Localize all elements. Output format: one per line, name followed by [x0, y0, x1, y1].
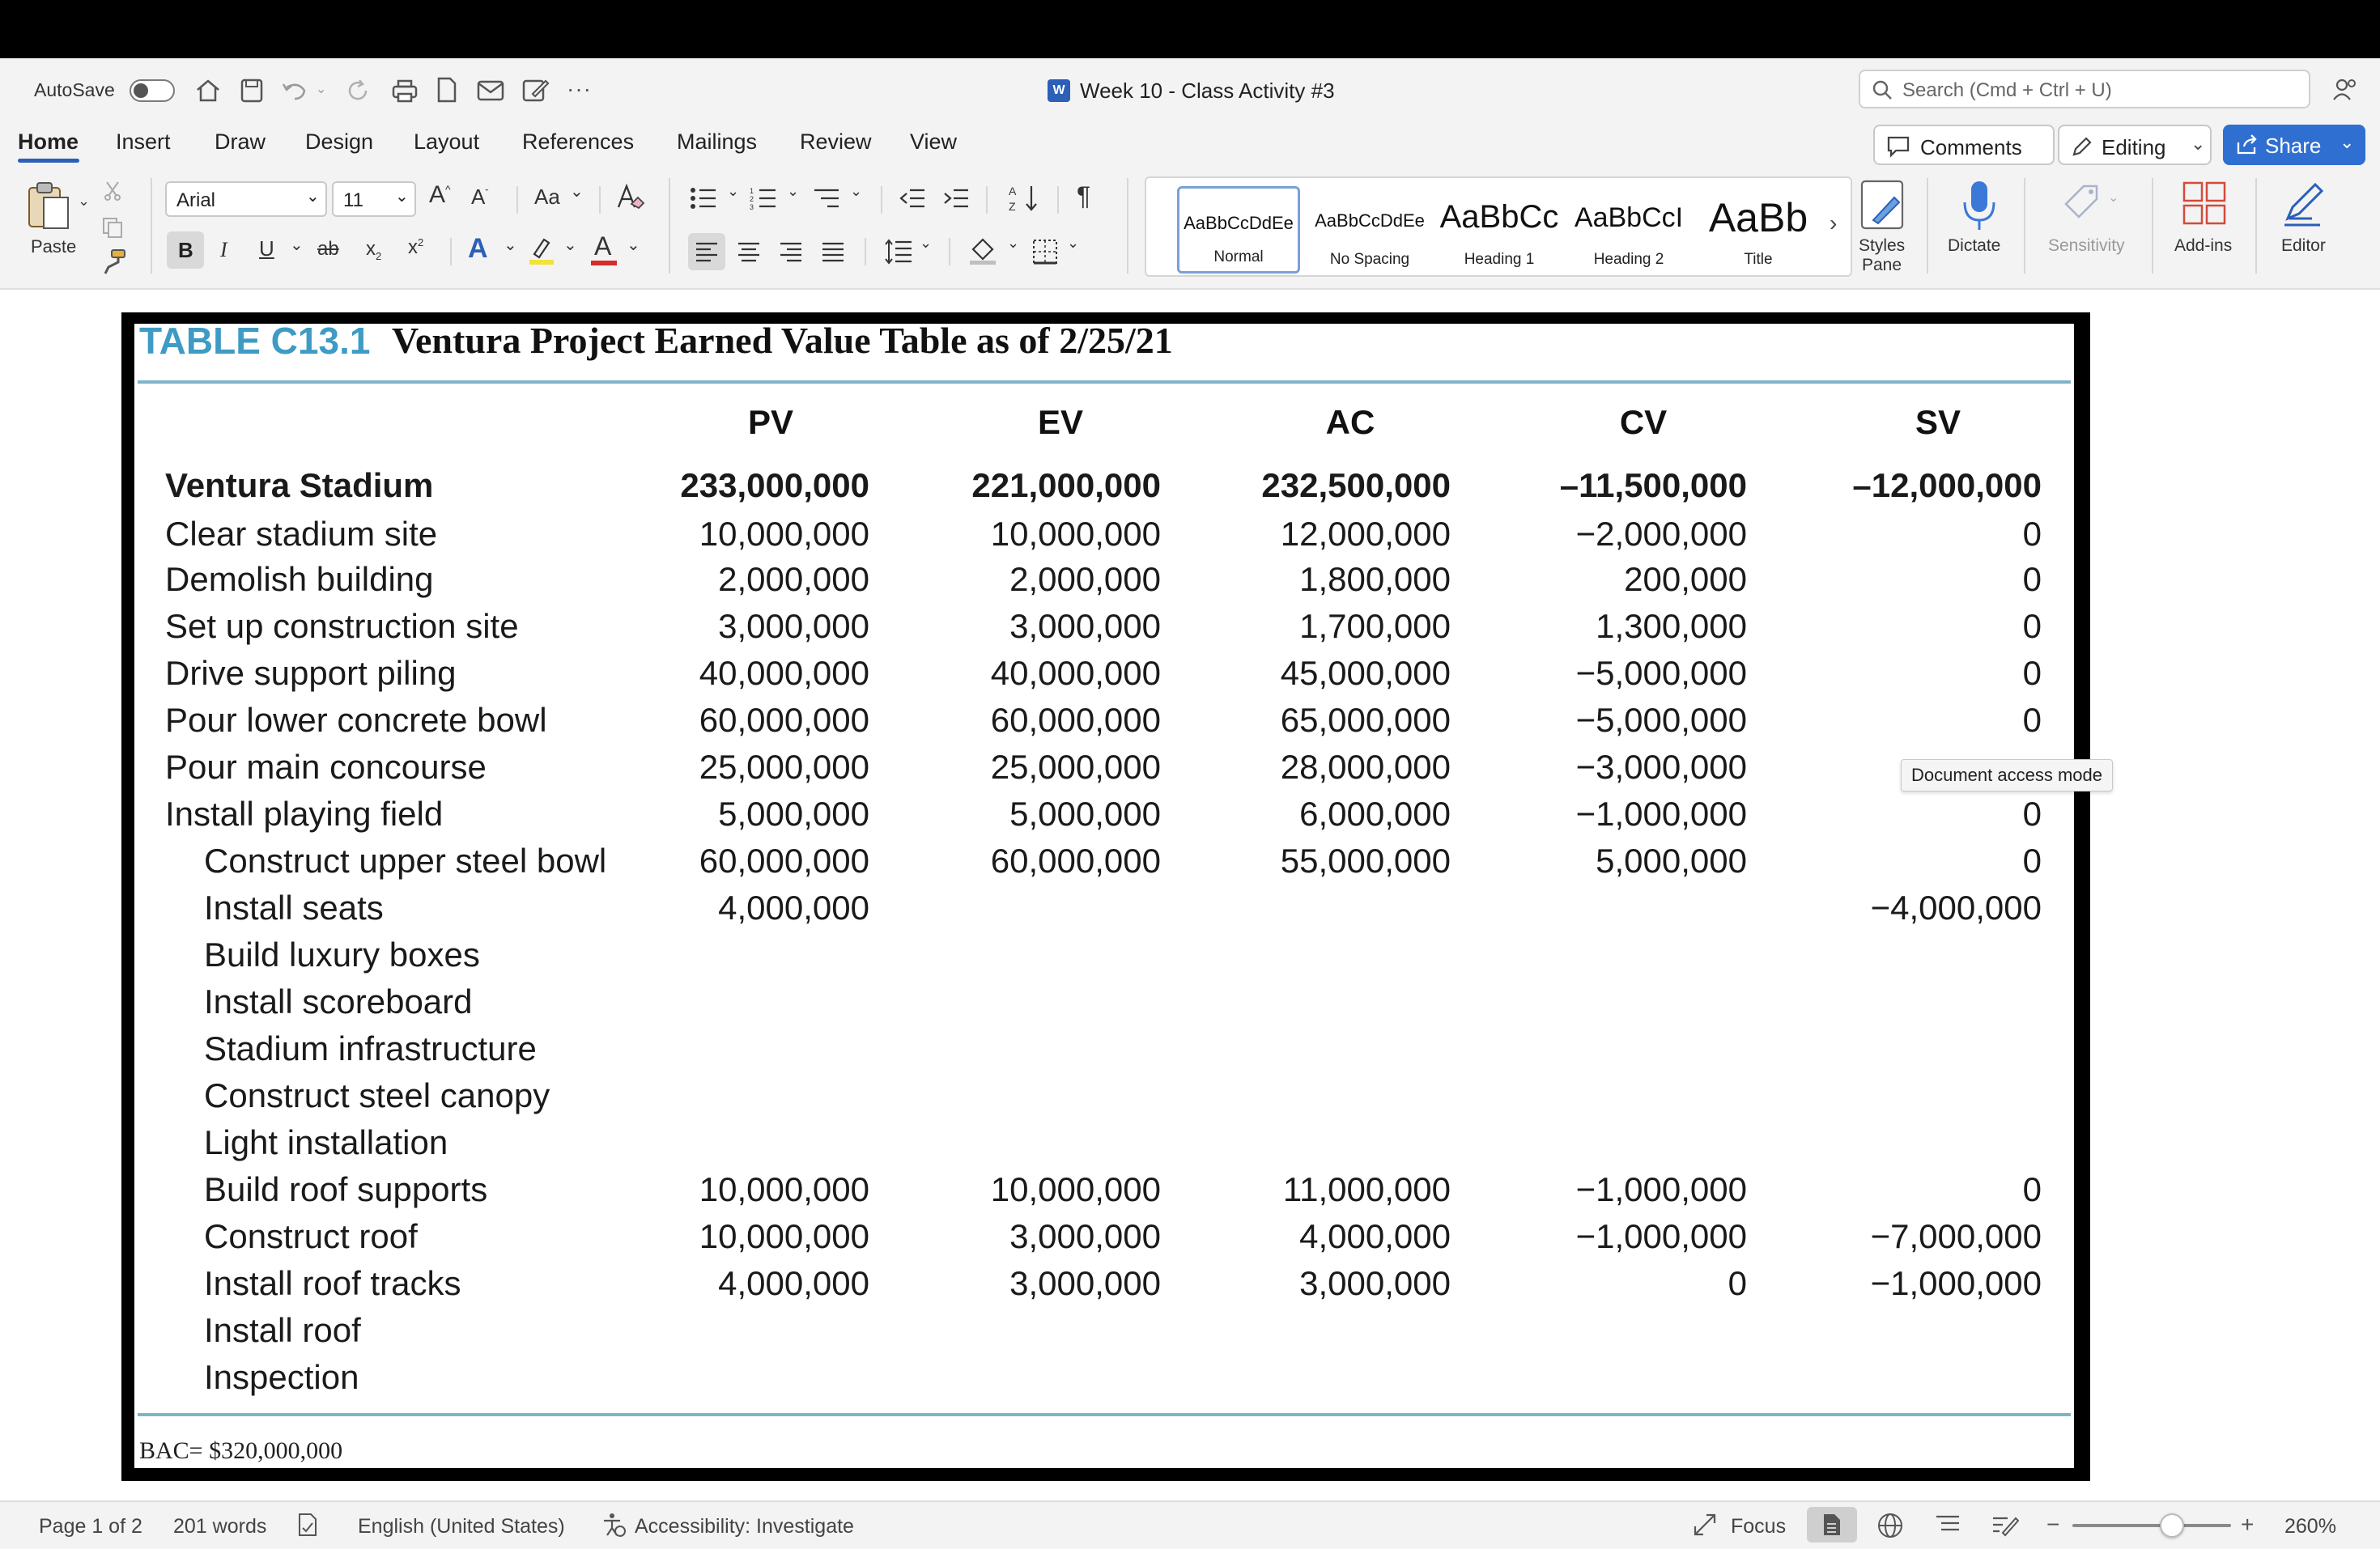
status-bar [0, 1500, 2380, 1549]
table-cell: 25,000,000 [699, 748, 869, 786]
accessibility-status[interactable]: Accessibility: Investigate [635, 1515, 854, 1538]
styles-pane-icon[interactable] [1859, 178, 1907, 231]
zoom-level[interactable]: 260% [2284, 1515, 2336, 1538]
table-cell: 4,000,000 [718, 1264, 869, 1302]
ribbon-separator [1057, 186, 1059, 214]
table-cell: 2,000,000 [1009, 560, 1161, 598]
word-count[interactable]: 201 words [173, 1515, 267, 1538]
tab-insert[interactable]: Insert [116, 129, 171, 154]
document-title: Week 10 - Class Activity #3 [1080, 79, 1335, 103]
svg-text:3: 3 [750, 203, 754, 210]
numbering-chevron-icon[interactable]: ⌄ [787, 183, 800, 199]
table-cell: 65,000,000 [1280, 701, 1451, 739]
ribbon-separator [669, 178, 670, 274]
table-cell: 10,000,000 [699, 515, 869, 553]
table-row-label: Light installation [204, 1123, 448, 1161]
comments-label: Comments [1920, 135, 2022, 159]
justify-icon[interactable] [821, 241, 845, 262]
table-cell: 10,000,000 [990, 1170, 1161, 1208]
dictate-label: Dictate [1948, 236, 2001, 255]
table-cell: 0 [2022, 795, 2042, 833]
zoom-out-button[interactable]: − [2046, 1512, 2060, 1537]
font-name-value: Arial [176, 189, 216, 211]
share-people-icon[interactable] [2331, 76, 2359, 104]
budget-at-completion-note: BAC= $320,000,000 [139, 1437, 343, 1464]
table-row-label: Build roof supports [204, 1170, 488, 1208]
align-left-icon [695, 241, 719, 262]
table-cell: 3,000,000 [1009, 607, 1161, 645]
sort-icon[interactable] [1007, 183, 1039, 214]
tab-mailings[interactable]: Mailings [677, 129, 758, 154]
shading-icon[interactable] [968, 236, 999, 265]
tab-draw[interactable]: Draw [215, 129, 266, 154]
table-cell: 221,000,000 [971, 466, 1161, 504]
shading-chevron-icon[interactable]: ⌄ [1007, 235, 1020, 251]
table-cell: 60,000,000 [699, 701, 869, 739]
table-row-label: Ventura Stadium [165, 466, 434, 504]
table-row-label: Pour lower concrete bowl [165, 701, 547, 739]
table-row-label: Stadium infrastructure [204, 1029, 537, 1067]
table-row-label: Set up construction site [165, 607, 519, 645]
table-cell: 1,700,000 [1299, 607, 1451, 645]
editor-icon[interactable] [2280, 178, 2328, 231]
tab-review[interactable]: Review [800, 129, 872, 154]
more-options-icon[interactable]: ··· [567, 76, 592, 101]
pencil-icon [2071, 135, 2093, 158]
title-bar [0, 58, 2380, 123]
style-no-spacing[interactable] [1308, 186, 1431, 274]
italic-button[interactable]: I [220, 238, 227, 261]
ribbon-tab-bar [0, 123, 2380, 167]
table-cell: 0 [2022, 560, 2042, 598]
table-cell: 0 [2022, 515, 2042, 553]
style-label: Heading 1 [1464, 251, 1535, 268]
bullets-chevron-icon[interactable]: ⌄ [727, 183, 740, 199]
style-label: No Spacing [1329, 251, 1410, 268]
column-header: CV [1619, 403, 1668, 441]
ribbon-separator [599, 186, 601, 214]
sensitivity-chevron-icon[interactable]: ⌄ [2108, 191, 2119, 205]
align-center-icon[interactable] [737, 241, 761, 262]
zoom-slider-track[interactable] [2072, 1524, 2231, 1527]
decrease-indent-icon[interactable] [899, 186, 926, 210]
sensitivity-label: Sensitivity [2048, 236, 2125, 255]
search-icon [1872, 79, 1893, 100]
tab-view[interactable]: View [910, 129, 958, 154]
tab-home[interactable]: Home [18, 129, 79, 154]
table-cell: 5,000,000 [718, 795, 869, 833]
table-row-label: Install roof tracks [204, 1264, 461, 1302]
table-cell: 40,000,000 [990, 654, 1161, 692]
style-title[interactable] [1697, 186, 1820, 274]
print-layout-icon [1821, 1512, 1842, 1538]
tab-references[interactable]: References [522, 129, 635, 154]
table-cell: 3,000,000 [1009, 1264, 1161, 1302]
borders-icon[interactable] [1031, 238, 1059, 265]
table-cell: 4,000,000 [1299, 1217, 1451, 1255]
table-row-label: Construct roof [204, 1217, 418, 1255]
undo-dropdown-icon[interactable]: ⌄ [316, 83, 327, 96]
editor-label: Editor [2281, 236, 2326, 255]
font-name-select[interactable] [165, 181, 327, 217]
table-cell: 12,000,000 [1280, 515, 1451, 553]
comments-button[interactable] [1873, 125, 2055, 165]
style-heading-1[interactable] [1438, 186, 1561, 274]
table-cell: −5,000,000 [1575, 701, 1747, 739]
table-row-label: Install roof [204, 1311, 361, 1349]
column-header: PV [747, 403, 794, 441]
table-cell: 0 [2022, 607, 2042, 645]
style-label: Normal [1213, 248, 1264, 265]
font-size-chevron-icon: ⌄ [395, 188, 409, 206]
borders-chevron-icon[interactable]: ⌄ [1067, 235, 1080, 251]
sensitivity-icon[interactable] [2061, 180, 2106, 228]
table-cell: 10,000,000 [990, 515, 1161, 553]
table-cell: −3,000,000 [1575, 748, 1747, 786]
ribbon-home [0, 167, 2380, 290]
editing-label: Editing [2102, 135, 2166, 159]
table-row-label: Install seats [204, 889, 384, 927]
table-row-label: Drive support piling [165, 654, 457, 692]
table-cell: 60,000,000 [990, 842, 1161, 880]
ribbon-separator [151, 178, 152, 274]
undo-icon[interactable] [282, 79, 309, 102]
table-cell: 28,000,000 [1280, 748, 1451, 786]
table-cell: 3,000,000 [718, 607, 869, 645]
tab-design[interactable]: Design [305, 129, 374, 154]
show-formatting-marks-icon[interactable]: ¶ [1077, 181, 1091, 210]
ribbon-separator [450, 238, 452, 265]
copy-icon[interactable] [100, 215, 125, 240]
table-row-label: Install scoreboard [204, 982, 473, 1021]
table-cell: 40,000,000 [699, 654, 869, 692]
text-effects-button[interactable]: A [468, 233, 488, 264]
table-cell: −1,000,000 [1575, 1217, 1747, 1255]
paste-label: Paste [31, 236, 77, 257]
screen-top-bar [0, 0, 2380, 58]
table-row-label: Pour main concourse [165, 748, 487, 786]
paste-icon[interactable] [24, 180, 73, 231]
search-box[interactable] [1859, 70, 2310, 108]
accessibility-icon[interactable] [601, 1512, 627, 1538]
ribbon-separator [2255, 178, 2257, 274]
line-spacing-icon[interactable] [884, 238, 913, 265]
paste-dropdown-icon[interactable]: ⌄ [78, 193, 91, 209]
table-cell: 200,000 [1624, 560, 1747, 598]
ribbon-separator [986, 186, 988, 214]
align-left-button[interactable] [688, 233, 725, 270]
font-size-value: 11 [343, 189, 363, 211]
share-chevron-icon: ⌄ [2340, 132, 2355, 152]
autosave-toggle[interactable] [130, 79, 175, 102]
zoom-slider-thumb[interactable] [2160, 1513, 2184, 1538]
svg-text:2: 2 [750, 195, 754, 203]
print-layout-button[interactable] [1807, 1507, 1857, 1543]
web-layout-icon[interactable] [1876, 1512, 1904, 1539]
table-cell: 10,000,000 [699, 1217, 869, 1255]
svg-text:1: 1 [750, 187, 754, 195]
edit-document-icon[interactable] [521, 78, 550, 104]
ribbon-separator [881, 186, 882, 214]
change-case-chevron-icon[interactable]: ⌄ [570, 183, 584, 201]
line-spacing-chevron-icon[interactable]: ⌄ [920, 235, 933, 251]
chevron-down-icon: ⌄ [2191, 134, 2206, 154]
table-cell: 2,000,000 [718, 560, 869, 598]
table-row-label: Install playing field [165, 795, 444, 833]
font-color-button[interactable]: A [594, 231, 612, 261]
table-cell: −1,000,000 [1575, 795, 1747, 833]
ribbon-separator [2152, 178, 2153, 274]
table-cell: 0 [2022, 701, 2042, 739]
share-arrow-icon [2236, 134, 2259, 155]
home-icon[interactable] [194, 78, 222, 104]
svg-text:A: A [1009, 185, 1017, 197]
table-cell: 25,000,000 [990, 748, 1161, 786]
style-heading-2[interactable] [1567, 186, 1690, 274]
tab-home-underline [18, 159, 79, 163]
table-cell: 0 [1728, 1264, 1747, 1302]
strikethrough-button[interactable]: ab [317, 238, 339, 260]
new-document-icon[interactable] [436, 76, 458, 104]
column-header: EV [1037, 403, 1084, 441]
table-cell: 0 [2022, 1170, 2042, 1208]
table-cell: 1,300,000 [1596, 607, 1747, 645]
style-sample: AaBbCcDdEe [1315, 210, 1425, 231]
style-label: Title [1744, 251, 1773, 268]
table-top-rule [138, 380, 2071, 384]
table-cell: –11,500,000 [1559, 466, 1747, 504]
multilevel-list-icon[interactable] [813, 186, 840, 210]
increase-indent-icon[interactable] [942, 186, 970, 210]
table-cell: –12,000,000 [1852, 466, 2042, 504]
cut-icon[interactable] [102, 180, 123, 201]
search-placeholder: Search (Cmd + Ctrl + U) [1902, 79, 2112, 101]
grow-font-icon[interactable]: A^ [429, 181, 451, 208]
bullets-icon[interactable] [690, 186, 717, 210]
table-cell: −4,000,000 [1870, 889, 2042, 927]
align-right-icon[interactable] [779, 241, 803, 262]
font-name-chevron-icon: ⌄ [306, 188, 320, 206]
highlight-icon[interactable] [528, 236, 555, 265]
table-cell: 5,000,000 [1009, 795, 1161, 833]
table-cell: 5,000,000 [1596, 842, 1747, 880]
ribbon-separator [1927, 178, 1928, 274]
mail-icon[interactable] [476, 79, 505, 102]
outline-view-icon[interactable] [1935, 1513, 1961, 1536]
autosave-label: AutoSave [34, 79, 115, 100]
superscript-button[interactable]: $x^2$ [408, 236, 424, 258]
ribbon-separator [1127, 178, 1128, 274]
multilevel-chevron-icon[interactable]: ⌄ [850, 183, 863, 199]
document-access-mode-tooltip: Document access mode [1901, 759, 2113, 791]
styles-pane-label-1: Styles [1859, 236, 1906, 255]
share-label: Share [2265, 134, 2322, 158]
table-cell: 6,000,000 [1299, 795, 1451, 833]
table-row-label: Demolish building [165, 560, 434, 598]
column-header: SV [1915, 403, 1961, 441]
table-cell: 45,000,000 [1280, 654, 1451, 692]
print-icon[interactable] [390, 78, 419, 104]
highlight-chevron-icon[interactable]: ⌄ [563, 236, 577, 254]
table-cell: −1,000,000 [1575, 1170, 1747, 1208]
share-button[interactable] [2223, 125, 2365, 165]
proofing-icon[interactable] [296, 1512, 321, 1538]
focus-button[interactable]: Focus [1731, 1515, 1787, 1538]
table-row-label: Clear stadium site [165, 515, 438, 553]
table-bottom-rule [138, 1413, 2071, 1416]
ribbon-separator [516, 186, 518, 214]
format-painter-icon[interactable] [100, 248, 128, 275]
table-row-label: Construct upper steel bowl [204, 842, 607, 880]
draft-view-icon[interactable] [1991, 1512, 2019, 1538]
table-cell: 60,000,000 [990, 701, 1161, 739]
ribbon-separator [949, 238, 950, 265]
table-cell: 10,000,000 [699, 1170, 869, 1208]
style-sample: AaBbCc [1439, 199, 1559, 235]
text-effects-chevron-icon[interactable]: ⌄ [504, 236, 517, 254]
add-ins-icon[interactable] [2181, 180, 2229, 228]
styles-pane-label-2: Pane [1862, 256, 1902, 274]
table-row-label: Inspection [204, 1358, 359, 1396]
change-case-button[interactable]: Aa [534, 185, 560, 209]
save-icon[interactable] [240, 78, 264, 104]
style-label: Heading 2 [1593, 251, 1664, 268]
zoom-in-button[interactable]: + [2241, 1512, 2255, 1537]
table-cell: 11,000,000 [1282, 1170, 1451, 1208]
table-cell: 233,000,000 [680, 466, 869, 504]
word-document-icon: W [1048, 79, 1070, 102]
table-cell: −5,000,000 [1575, 654, 1747, 692]
style-normal[interactable] [1177, 186, 1300, 274]
tab-layout[interactable]: Layout [414, 129, 480, 154]
ribbon-separator [2024, 178, 2025, 274]
underline-button[interactable]: U [259, 236, 274, 261]
page-count[interactable]: Page 1 of 2 [39, 1515, 142, 1538]
table-cell: −1,000,000 [1870, 1264, 2042, 1302]
table-cell: 3,000,000 [1009, 1217, 1161, 1255]
style-sample: AaBbCcDdEe [1184, 213, 1294, 233]
table-cell: 4,000,000 [718, 889, 869, 927]
clear-formatting-icon[interactable] [615, 183, 646, 212]
column-header: AC [1325, 403, 1375, 441]
table-number: TABLE C13.1 [139, 320, 371, 362]
language-indicator[interactable]: English (United States) [358, 1515, 565, 1538]
focus-icon[interactable] [1692, 1512, 1718, 1538]
styles-more-icon[interactable]: › [1830, 210, 1838, 236]
add-ins-label: Add-ins [2174, 236, 2233, 255]
table-cell: −7,000,000 [1870, 1217, 2042, 1255]
svg-text:Z: Z [1009, 200, 1016, 213]
table-cell: 0 [2022, 654, 2042, 692]
numbering-icon[interactable] [750, 186, 777, 210]
styles-gallery [1145, 176, 1852, 277]
comment-icon [1886, 135, 1910, 158]
style-sample: AaBb [1708, 195, 1808, 240]
table-cell: 3,000,000 [1299, 1264, 1451, 1302]
font-color-swatch [591, 261, 617, 265]
table-cell: 55,000,000 [1280, 842, 1451, 880]
ribbon-separator [865, 238, 866, 265]
table-row-label: Build luxury boxes [204, 936, 480, 974]
bold-button[interactable] [167, 231, 204, 269]
table-cell: −2,000,000 [1575, 515, 1747, 553]
table-cell: 60,000,000 [699, 842, 869, 880]
table-title: Ventura Project Earned Value Table as of 2/25/21 [392, 320, 1173, 361]
microphone-icon[interactable] [1959, 178, 2000, 235]
table-cell: 0 [2022, 842, 2042, 880]
underline-chevron-icon[interactable]: ⌄ [290, 236, 304, 254]
table-row-label: Construct steel canopy [204, 1076, 550, 1114]
font-color-chevron-icon[interactable]: ⌄ [627, 236, 640, 254]
style-sample: AaBbCcI [1574, 202, 1684, 233]
subscript-button[interactable]: $x_2$ [366, 238, 382, 262]
font-size-select[interactable] [332, 181, 416, 217]
table-cell: 232,500,000 [1261, 466, 1451, 504]
bold-icon: B [178, 238, 193, 262]
shrink-font-icon[interactable]: $A^ˇ$ [471, 185, 489, 209]
table-cell: 1,800,000 [1299, 560, 1451, 598]
editing-mode-button[interactable] [2058, 125, 2212, 165]
redo-icon[interactable] [345, 78, 371, 104]
